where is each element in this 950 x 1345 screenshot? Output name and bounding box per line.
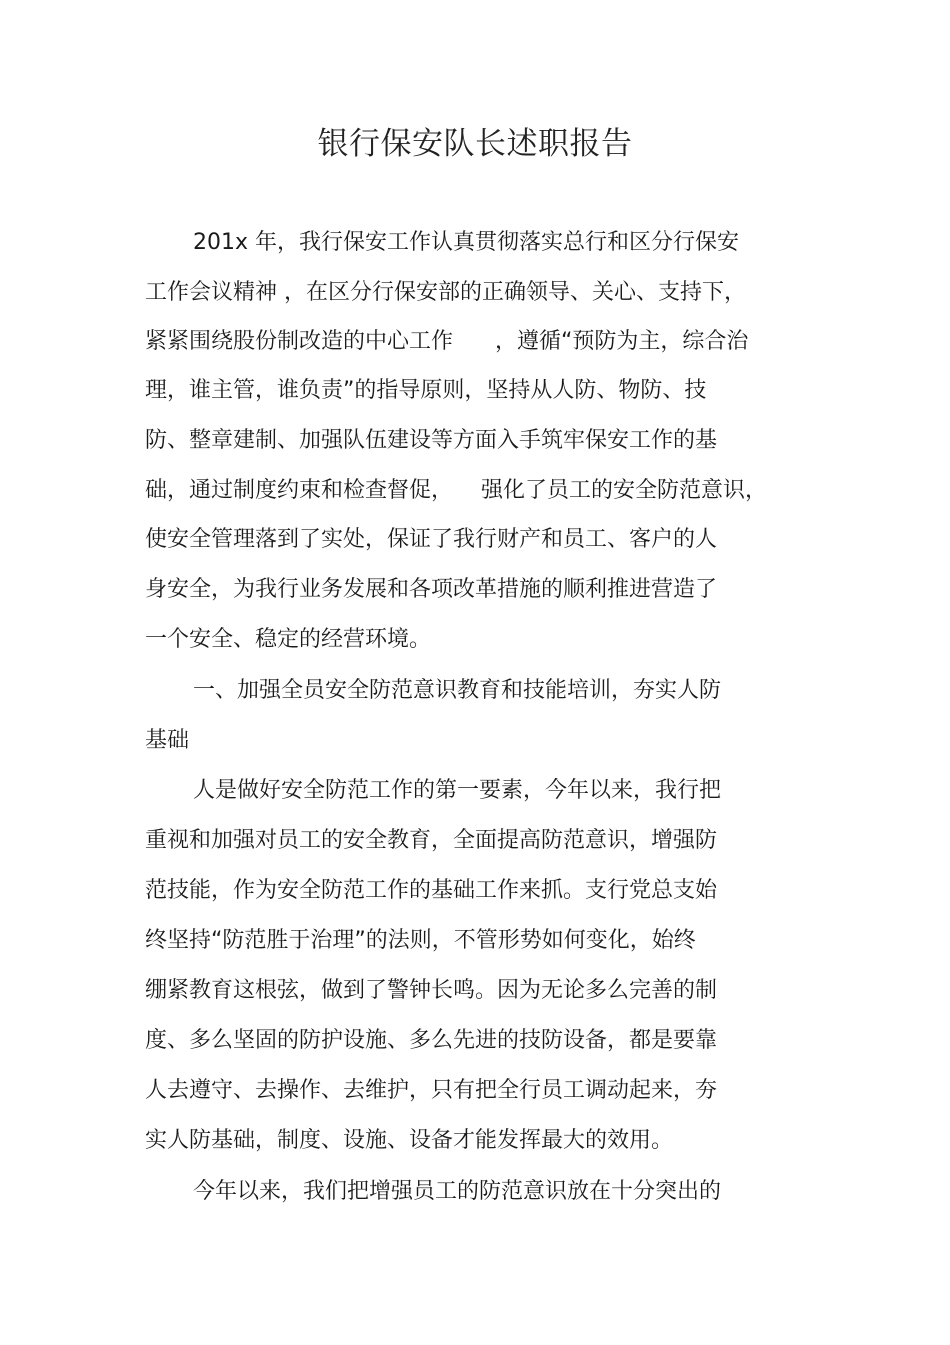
body-line: 重视和加强对员工的安全教育，全面提高防范意识，增强防: [145, 828, 718, 853]
body-line: 度、多么坚固的防护设施、多么先进的技防设备，都是要靠: [145, 1028, 718, 1053]
body-line: 一个安全、稳定的经营环境。: [145, 627, 432, 652]
body-line: 防、整章建制、加强队伍建设等方面入手筑牢保安工作的基: [145, 428, 718, 453]
body-line: 绷紧教育这根弦，做到了警钟长鸣。因为无论多么完善的制: [145, 978, 718, 1003]
body-line: 范技能，作为安全防范工作的基础工作来抓。支行党总支始: [145, 878, 718, 903]
body-line: 人去遵守、去操作、去维护，只有把全行员工调动起来，夯: [145, 1078, 718, 1103]
body-line: 人是做好安全防范工作的第一要素，今年以来，我行把: [193, 778, 722, 803]
page-title: 银行保安队长述职报告: [317, 126, 633, 162]
body-line: 础，通过制度约束和检查督促， 强化了员工的安全防范意识，: [145, 478, 767, 503]
body-line: 紧紧围绕股份制改造的中心工作 ，遵循“预防为主，综合治: [145, 329, 749, 354]
body-line: 工作会议精神 ，在区分行保安部的正确领导、关心、支持下，: [145, 280, 746, 305]
body-line: 今年以来，我们把增强员工的防范意识放在十分突出的: [193, 1179, 722, 1204]
body-line: 理，谁主管，谁负责”的指导原则，坚持从人防、物防、技: [145, 378, 707, 403]
section-heading: 一、加强全员安全防范意识教育和技能培训，夯实人防: [193, 678, 722, 703]
body-line: 201x 年，我行保安工作认真贯彻落实总行和区分行保安: [193, 230, 740, 255]
body-line: 实人防基础，制度、设施、设备才能发挥最大的效用。: [145, 1128, 674, 1153]
body-line: 身安全，为我行业务发展和各项改革措施的顺利推进营造了: [145, 577, 718, 602]
section-heading-continued: 基础: [145, 728, 190, 753]
body-line: 使安全管理落到了实处，保证了我行财产和员工、客户的人: [145, 527, 718, 552]
body-line: 终坚持“防范胜于治理”的法则，不管形势如何变化，始终: [145, 928, 696, 953]
